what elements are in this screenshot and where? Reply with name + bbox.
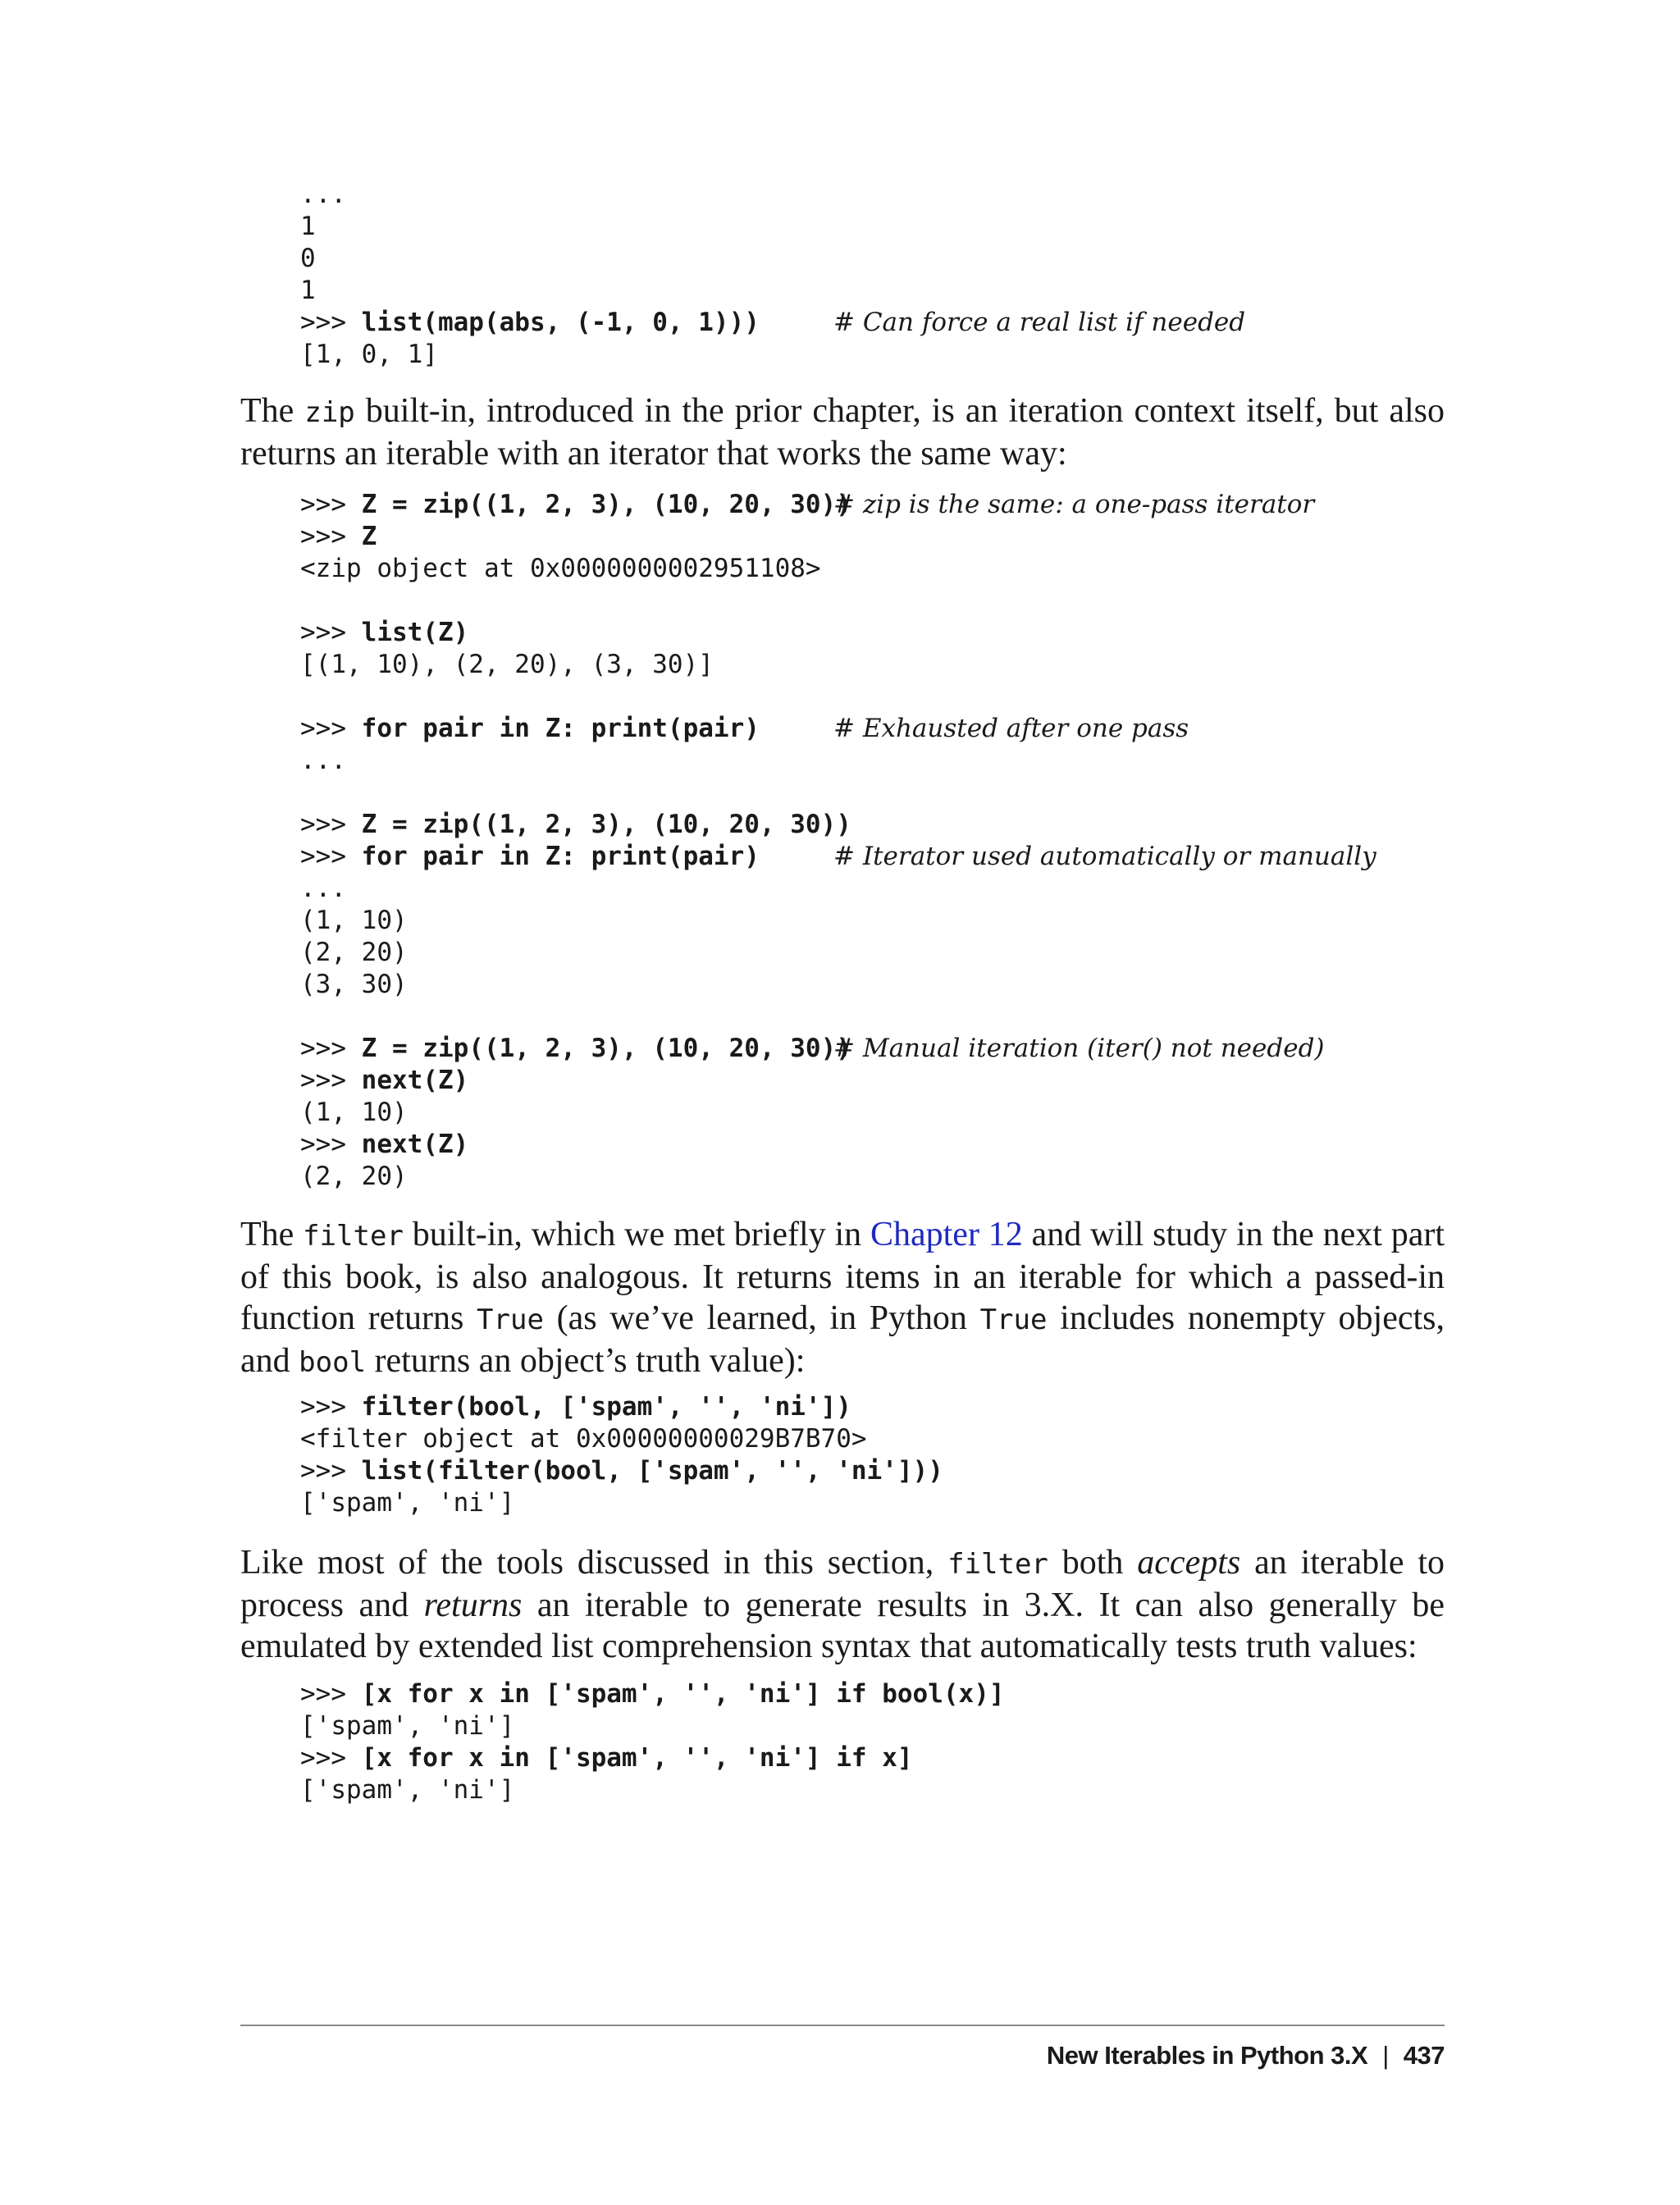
code-line bbox=[300, 339, 760, 371]
code-output: (2, 20) bbox=[300, 938, 408, 967]
inline-code-filter: filter bbox=[947, 1548, 1048, 1581]
code-line bbox=[300, 1710, 1005, 1742]
code-line bbox=[300, 649, 851, 681]
code-command: Z = zip((1, 2, 3), (10, 20, 30)) bbox=[361, 1034, 851, 1063]
code-output: [(1, 10), (2, 20), (3, 30)] bbox=[300, 650, 714, 679]
code-line bbox=[300, 713, 1189, 745]
code-comment: # Can force a real list if needed bbox=[833, 308, 1246, 337]
code-line bbox=[300, 489, 1315, 521]
footer-separator: | bbox=[1382, 2041, 1389, 2070]
code-command: [x for x in ['spam', '', 'ni'] if x] bbox=[361, 1743, 913, 1773]
code-line bbox=[300, 585, 851, 617]
code-comment: # zip is the same: a one-pass iterator bbox=[833, 490, 1315, 519]
code-output: 1 bbox=[300, 212, 316, 241]
code-line bbox=[300, 777, 851, 809]
code-output: <filter object at 0x00000000029B7B70> bbox=[300, 1424, 867, 1454]
code-line bbox=[300, 1033, 1325, 1065]
code-command: list(map(abs, (-1, 0, 1))) bbox=[361, 308, 760, 337]
code-command: for pair in Z: print(pair) bbox=[361, 842, 760, 871]
code-line bbox=[300, 745, 851, 777]
paragraph-list-comprehension: Like most of the tools discussed in this section, filter both accepts an iterable to process and returns an iterable to generate results in 3.X. It can also generally be emulated by extended list comprehension syntax that automatically tests truth values: bbox=[240, 1544, 1445, 1665]
paragraph-filter: The filter built-in, which we met briefly in Chapter 12 and will study in the next part of this book, is also analogous. It returns items in an iterable for which a passed-in function returns True (as we’ve learned, in Python True includes nonempty objects, and bool returns an object’s truth value): bbox=[240, 1216, 1445, 1380]
code-comment: # Manual iteration (iter() not needed) bbox=[833, 1034, 1325, 1063]
code-output: [1, 0, 1] bbox=[300, 340, 438, 369]
code-command: next(Z) bbox=[361, 1066, 469, 1095]
chapter-12-link[interactable]: Chapter 12 bbox=[870, 1216, 1023, 1253]
code-output: ... bbox=[300, 874, 346, 903]
code-line bbox=[300, 969, 851, 1001]
page-footer bbox=[1047, 2041, 1445, 2070]
code-output: ... bbox=[300, 746, 346, 775]
emphasis-returns: returns bbox=[423, 1586, 523, 1624]
code-output: 0 bbox=[300, 244, 316, 273]
code-command: filter(bool, ['spam', '', 'ni']) bbox=[361, 1392, 851, 1422]
code-line bbox=[300, 617, 851, 649]
code-block-list-comprehension bbox=[300, 1678, 1005, 1806]
code-line bbox=[300, 873, 851, 905]
inline-code-zip: zip bbox=[304, 396, 355, 429]
code-line bbox=[300, 809, 851, 841]
code-line bbox=[300, 1391, 943, 1423]
repl-prompt: >>> bbox=[300, 842, 362, 871]
code-comment: # Exhausted after one pass bbox=[833, 714, 1189, 743]
inline-code-bool: bool bbox=[299, 1346, 367, 1379]
code-line bbox=[300, 307, 1246, 339]
repl-prompt: >>> bbox=[300, 490, 362, 519]
code-line bbox=[300, 211, 760, 243]
code-output: (3, 30) bbox=[300, 970, 408, 999]
repl-prompt: >>> bbox=[300, 1679, 362, 1709]
code-output: 1 bbox=[300, 276, 316, 305]
code-line bbox=[300, 1129, 851, 1161]
code-line bbox=[300, 905, 851, 937]
page-number: 437 bbox=[1403, 2041, 1445, 2070]
emphasis-accepts: accepts bbox=[1137, 1544, 1241, 1582]
code-line bbox=[300, 1423, 943, 1455]
code-block-map-output bbox=[300, 179, 1246, 371]
repl-prompt: >>> bbox=[300, 810, 362, 839]
repl-prompt: >>> bbox=[300, 308, 362, 337]
code-command: for pair in Z: print(pair) bbox=[361, 714, 760, 743]
code-command: list(Z) bbox=[361, 618, 469, 647]
code-command: list(filter(bool, ['spam', '', 'ni'])) bbox=[361, 1456, 943, 1486]
code-line bbox=[300, 521, 851, 553]
repl-prompt: >>> bbox=[300, 1743, 362, 1773]
code-line bbox=[300, 1161, 851, 1193]
code-block-zip bbox=[300, 489, 1376, 1193]
repl-prompt: >>> bbox=[300, 1392, 362, 1422]
code-output: ... bbox=[300, 180, 346, 209]
code-command: Z = zip((1, 2, 3), (10, 20, 30)) bbox=[361, 490, 851, 519]
code-line bbox=[300, 1774, 1005, 1806]
repl-prompt: >>> bbox=[300, 522, 362, 551]
code-line bbox=[300, 243, 760, 275]
code-output: (1, 10) bbox=[300, 906, 408, 935]
code-output: <zip object at 0x0000000002951108> bbox=[300, 554, 821, 583]
code-output: ['spam', 'ni'] bbox=[300, 1775, 515, 1805]
running-footer-title: New Iterables in Python 3.X bbox=[1046, 2041, 1368, 2070]
repl-prompt: >>> bbox=[300, 1066, 362, 1095]
code-line bbox=[300, 1455, 943, 1487]
repl-prompt: >>> bbox=[300, 618, 362, 647]
code-command: [x for x in ['spam', '', 'ni'] if bool(x)] bbox=[361, 1679, 1005, 1709]
paragraph-zip: The zip built-in, introduced in the prior chapter, is an iteration context itself, but also returns an iterable with an iterator that works the same way: bbox=[240, 392, 1445, 472]
inline-code-true: True bbox=[477, 1303, 544, 1336]
inline-code-true: True bbox=[979, 1303, 1048, 1336]
code-line bbox=[300, 1001, 851, 1033]
code-comment: # Iterator used automatically or manually bbox=[833, 842, 1376, 871]
repl-prompt: >>> bbox=[300, 1034, 362, 1063]
code-command: Z = zip((1, 2, 3), (10, 20, 30)) bbox=[361, 810, 851, 839]
code-output: (1, 10) bbox=[300, 1098, 408, 1127]
repl-prompt: >>> bbox=[300, 1456, 362, 1486]
code-output: ['spam', 'ni'] bbox=[300, 1711, 515, 1741]
code-line bbox=[300, 937, 851, 969]
code-line bbox=[300, 1742, 1005, 1774]
code-line bbox=[300, 1065, 851, 1097]
code-block-filter bbox=[300, 1391, 943, 1519]
code-line bbox=[300, 179, 760, 211]
code-line bbox=[300, 841, 1376, 873]
code-line bbox=[300, 553, 851, 585]
repl-prompt: >>> bbox=[300, 1130, 362, 1159]
repl-prompt: >>> bbox=[300, 714, 362, 743]
code-line bbox=[300, 681, 851, 713]
code-line bbox=[300, 275, 760, 307]
code-line bbox=[300, 1487, 943, 1519]
code-line bbox=[300, 1678, 1005, 1710]
code-output: (2, 20) bbox=[300, 1162, 408, 1191]
code-command: next(Z) bbox=[361, 1130, 469, 1159]
code-command: Z bbox=[361, 522, 377, 551]
code-output: ['spam', 'ni'] bbox=[300, 1488, 515, 1518]
code-line bbox=[300, 1097, 851, 1129]
inline-code-filter: filter bbox=[303, 1220, 404, 1253]
footer-rule bbox=[240, 2025, 1445, 2026]
